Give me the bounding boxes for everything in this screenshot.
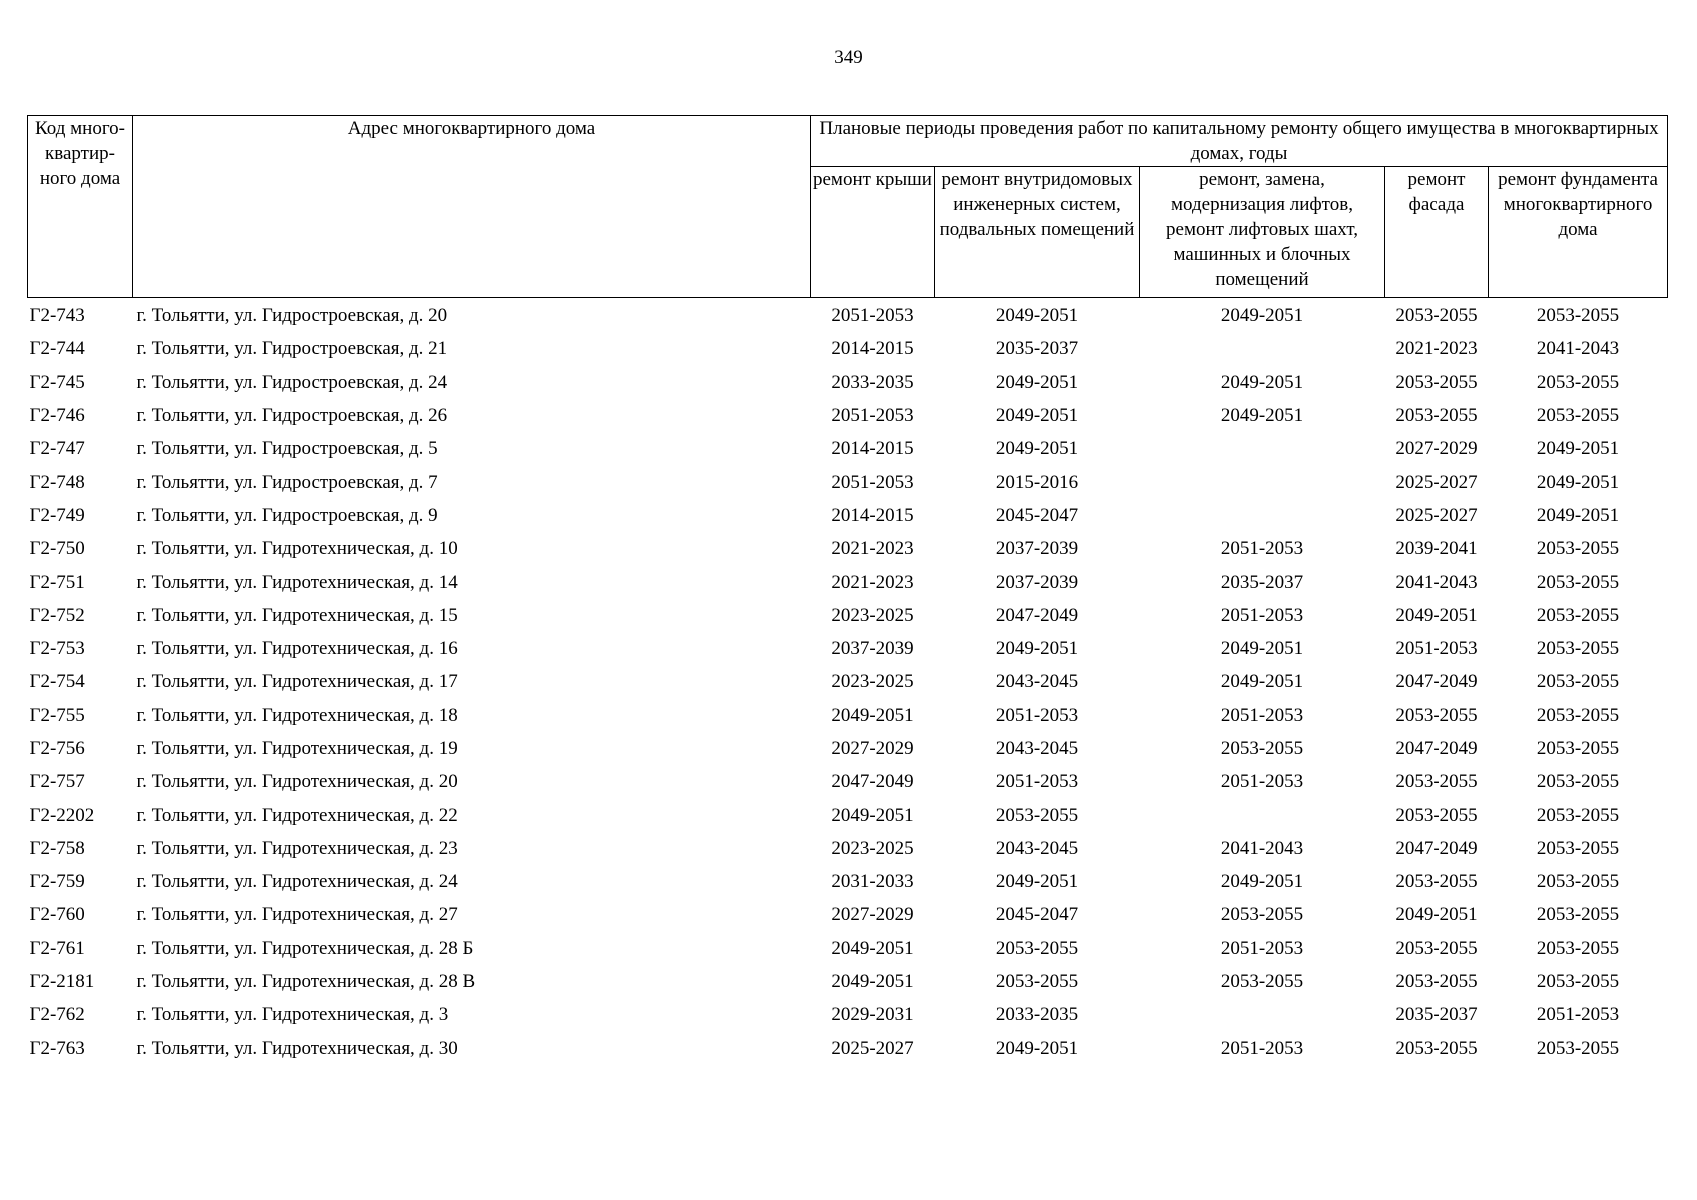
cell-foundation: 2053-2055 <box>1536 371 1620 393</box>
cell-address: г. Тольятти, ул. Гидротехническая, д. 28 В <box>136 971 476 993</box>
cell-systems: 2049-2051 <box>995 1037 1079 1059</box>
cell-facade: 2053-2055 <box>1395 871 1478 893</box>
cell-lifts: 2049-2051 <box>1220 305 1304 327</box>
cell-roof: 2049-2051 <box>831 971 914 993</box>
cell-systems: 2049-2051 <box>995 638 1079 660</box>
cell-lifts: 2049-2051 <box>1220 671 1304 693</box>
cell-facade: 2053-2055 <box>1395 771 1478 793</box>
table-row <box>28 965 1668 998</box>
header-foundation: ремонт фундамента многоквартирного дома <box>1489 167 1668 298</box>
cell-facade: 2049-2051 <box>1395 904 1478 926</box>
cell-lifts: 2053-2055 <box>1220 738 1304 759</box>
cell-systems: 2037-2039 <box>995 571 1079 593</box>
cell-systems: 2051-2053 <box>995 771 1079 793</box>
cell-lifts: 2051-2053 <box>1220 604 1304 626</box>
cell-systems: 2053-2055 <box>995 971 1079 993</box>
cell-roof: 2049-2051 <box>831 704 914 726</box>
cell-facade: 2041-2043 <box>1395 571 1478 593</box>
cell-code: Г2-2202 <box>29 804 95 826</box>
cell-systems: 2049-2051 <box>995 371 1079 393</box>
cell-facade: 2053-2055 <box>1395 305 1478 327</box>
header-systems: ремонт внутридомовых инженерных систем, подвальных помещений <box>935 167 1140 298</box>
cell-address: г. Тольятти, ул. Гидростроевская, д. 26 <box>136 405 448 427</box>
cell-code: Г2-745 <box>29 371 85 393</box>
cell-lifts: 2051-2053 <box>1220 538 1304 560</box>
cell-roof: 2021-2023 <box>831 571 914 593</box>
cell-code: Г2-743 <box>29 305 85 327</box>
cell-facade: 2053-2055 <box>1395 971 1478 993</box>
cell-address: г. Тольятти, ул. Гидротехническая, д. 14 <box>136 571 458 593</box>
cell-lifts: 2049-2051 <box>1220 371 1304 393</box>
cell-foundation: 2053-2055 <box>1536 871 1620 893</box>
cell-facade: 2051-2053 <box>1395 638 1478 660</box>
cell-systems: 2035-2037 <box>995 338 1079 360</box>
cell-systems: 2049-2051 <box>995 405 1079 427</box>
cell-lifts: 2041-2043 <box>1220 837 1304 859</box>
cell-code: Г2-752 <box>29 604 85 626</box>
cell-systems: 2049-2051 <box>995 871 1079 893</box>
cell-address: г. Тольятти, ул. Гидротехническая, д. 27 <box>136 904 458 926</box>
cell-foundation: 2051-2053 <box>1536 1004 1620 1026</box>
cell-code: Г2-758 <box>29 837 85 859</box>
cell-address: г. Тольятти, ул. Гидротехническая, д. 19 <box>136 738 458 759</box>
cell-systems: 2015-2016 <box>995 471 1079 493</box>
header-roof: ремонт крыши <box>811 167 935 298</box>
cell-address: г. Тольятти, ул. Гидротехническая, д. 23 <box>136 837 458 859</box>
cell-code: Г2-754 <box>29 671 85 693</box>
table-row <box>28 1032 1668 1065</box>
cell-roof: 2025-2027 <box>831 1037 914 1059</box>
cell-foundation: 2053-2055 <box>1536 937 1620 959</box>
cell-facade: 2021-2023 <box>1395 338 1478 360</box>
cell-roof: 2029-2031 <box>831 1004 914 1026</box>
cell-roof: 2049-2051 <box>831 937 914 959</box>
cell-roof: 2014-2015 <box>831 338 914 360</box>
cell-address: г. Тольятти, ул. Гидростроевская, д. 5 <box>136 438 438 460</box>
cell-foundation: 2053-2055 <box>1536 904 1620 926</box>
cell-lifts <box>1140 332 1385 365</box>
cell-roof: 2033-2035 <box>831 371 914 393</box>
header-facade: ремонт фасада <box>1385 167 1489 298</box>
cell-address: г. Тольятти, ул. Гидростроевская, д. 20 <box>136 305 448 327</box>
cell-lifts: 2049-2051 <box>1220 871 1304 893</box>
table-row <box>28 998 1668 1031</box>
cell-systems: 2033-2035 <box>995 1004 1079 1026</box>
cell-roof: 2047-2049 <box>831 771 914 793</box>
cell-facade: 2039-2041 <box>1395 538 1478 560</box>
cell-roof: 2031-2033 <box>831 871 914 893</box>
cell-foundation: 2053-2055 <box>1536 405 1620 427</box>
cell-address: г. Тольятти, ул. Гидротехническая, д. 3 <box>136 1004 449 1026</box>
cell-facade: 2025-2027 <box>1395 471 1478 493</box>
table-row <box>28 865 1668 898</box>
cell-systems: 2051-2053 <box>995 704 1079 726</box>
cell-lifts: 2035-2037 <box>1220 571 1304 593</box>
cell-lifts: 2049-2051 <box>1220 638 1304 660</box>
header-lifts: ремонт, замена, модернизация лифтов, ремонт лифтовых шахт, машинных и блочных помещений <box>1140 167 1385 298</box>
cell-address: г. Тольятти, ул. Гидротехническая, д. 16 <box>136 638 458 660</box>
cell-roof: 2051-2053 <box>831 305 914 327</box>
cell-address: г. Тольятти, ул. Гидротехническая, д. 18 <box>136 704 458 726</box>
cell-facade: 2049-2051 <box>1395 604 1478 626</box>
cell-address: г. Тольятти, ул. Гидротехническая, д. 30 <box>136 1037 458 1059</box>
cell-facade: 2053-2055 <box>1395 937 1478 959</box>
header-periods: Плановые периоды проведения работ по капитальному ремонту общего имущества в многоквартирных домах, годы <box>811 116 1668 167</box>
cell-lifts <box>1140 499 1385 532</box>
cell-roof: 2051-2053 <box>831 471 914 493</box>
repair-schedule-table <box>27 115 1668 1065</box>
cell-code: Г2-2181 <box>29 971 95 993</box>
cell-foundation: 2041-2043 <box>1536 338 1620 360</box>
cell-lifts: 2051-2053 <box>1220 771 1304 793</box>
table-row <box>28 732 1668 765</box>
cell-systems: 2037-2039 <box>995 538 1079 560</box>
table-row <box>28 399 1668 432</box>
cell-address: г. Тольятти, ул. Гидротехническая, д. 20 <box>136 771 458 793</box>
table-row <box>28 632 1668 665</box>
cell-foundation: 2053-2055 <box>1536 305 1620 327</box>
table-row <box>28 599 1668 632</box>
cell-systems: 2049-2051 <box>995 438 1079 460</box>
cell-code: Г2-762 <box>29 1004 85 1026</box>
cell-roof: 2023-2025 <box>831 837 914 859</box>
cell-facade: 2047-2049 <box>1395 837 1478 859</box>
cell-facade: 2053-2055 <box>1395 1037 1478 1059</box>
cell-code: Г2-757 <box>29 771 85 793</box>
table-row <box>28 565 1668 598</box>
header-code: Код много-квартир-ного дома <box>28 116 133 298</box>
cell-code: Г2-763 <box>29 1037 85 1059</box>
cell-foundation: 2053-2055 <box>1536 604 1620 626</box>
table-row <box>28 765 1668 798</box>
cell-lifts <box>1140 465 1385 498</box>
cell-code: Г2-753 <box>29 638 85 660</box>
cell-foundation: 2053-2055 <box>1536 771 1620 793</box>
cell-code: Г2-756 <box>29 738 85 759</box>
table-row <box>28 332 1668 365</box>
cell-lifts: 2053-2055 <box>1220 971 1304 993</box>
cell-foundation: 2053-2055 <box>1536 738 1620 759</box>
table-row <box>28 898 1668 931</box>
cell-roof: 2021-2023 <box>831 538 914 560</box>
cell-lifts: 2051-2053 <box>1220 704 1304 726</box>
cell-code: Г2-744 <box>29 338 85 360</box>
table-row <box>28 432 1668 465</box>
cell-address: г. Тольятти, ул. Гидростроевская, д. 7 <box>136 471 438 493</box>
cell-foundation: 2049-2051 <box>1536 438 1620 460</box>
cell-roof: 2023-2025 <box>831 671 914 693</box>
cell-foundation: 2053-2055 <box>1536 1037 1620 1059</box>
cell-lifts: 2051-2053 <box>1220 937 1304 959</box>
cell-code: Г2-760 <box>29 904 85 926</box>
cell-address: г. Тольятти, ул. Гидротехническая, д. 24 <box>136 871 458 893</box>
cell-foundation: 2053-2055 <box>1536 804 1620 826</box>
table-row <box>28 465 1668 498</box>
table-row <box>28 532 1668 565</box>
cell-lifts <box>1140 432 1385 465</box>
cell-roof: 2027-2029 <box>831 738 914 759</box>
cell-foundation: 2053-2055 <box>1536 837 1620 859</box>
cell-foundation: 2053-2055 <box>1536 704 1620 726</box>
header-address: Адрес многоквартирного дома <box>133 116 811 298</box>
cell-foundation: 2053-2055 <box>1536 638 1620 660</box>
cell-systems: 2053-2055 <box>995 804 1079 826</box>
cell-code: Г2-748 <box>29 471 85 493</box>
cell-systems: 2043-2045 <box>995 837 1079 859</box>
cell-foundation: 2049-2051 <box>1536 471 1620 493</box>
cell-foundation: 2053-2055 <box>1536 671 1620 693</box>
cell-facade: 2027-2029 <box>1395 438 1478 460</box>
cell-systems: 2043-2045 <box>995 671 1079 693</box>
cell-roof: 2037-2039 <box>831 638 914 660</box>
cell-code: Г2-750 <box>29 538 85 560</box>
cell-lifts: 2051-2053 <box>1220 1037 1304 1059</box>
cell-systems: 2043-2045 <box>995 738 1079 759</box>
cell-roof: 2027-2029 <box>831 904 914 926</box>
table-row <box>28 932 1668 965</box>
cell-facade: 2053-2055 <box>1395 371 1478 393</box>
cell-foundation: 2053-2055 <box>1536 971 1620 993</box>
cell-facade: 2053-2055 <box>1395 405 1478 427</box>
table-row <box>28 665 1668 698</box>
cell-roof: 2051-2053 <box>831 405 914 427</box>
cell-systems: 2049-2051 <box>995 305 1079 327</box>
cell-address: г. Тольятти, ул. Гидростроевская, д. 21 <box>136 338 448 360</box>
table-row <box>28 366 1668 399</box>
cell-address: г. Тольятти, ул. Гидростроевская, д. 24 <box>136 371 448 393</box>
cell-lifts: 2053-2055 <box>1220 904 1304 926</box>
cell-address: г. Тольятти, ул. Гидротехническая, д. 28 Б <box>136 937 474 959</box>
cell-address: г. Тольятти, ул. Гидротехническая, д. 17 <box>136 671 458 693</box>
cell-systems: 2045-2047 <box>995 504 1079 526</box>
table-row <box>28 298 1668 333</box>
cell-roof: 2014-2015 <box>831 504 914 526</box>
table-row <box>28 499 1668 532</box>
cell-foundation: 2053-2055 <box>1536 571 1620 593</box>
cell-address: г. Тольятти, ул. Гидростроевская, д. 9 <box>136 504 438 526</box>
cell-code: Г2-755 <box>29 704 85 726</box>
table-row <box>28 798 1668 831</box>
table-row <box>28 699 1668 732</box>
cell-code: Г2-747 <box>29 438 85 460</box>
cell-facade: 2035-2037 <box>1395 1004 1478 1026</box>
cell-foundation: 2049-2051 <box>1536 504 1620 526</box>
cell-code: Г2-746 <box>29 405 85 427</box>
table-row <box>28 832 1668 865</box>
cell-lifts: 2049-2051 <box>1220 405 1304 427</box>
cell-facade: 2053-2055 <box>1395 804 1478 826</box>
cell-lifts <box>1140 998 1385 1031</box>
cell-systems: 2053-2055 <box>995 937 1079 959</box>
cell-code: Г2-749 <box>29 504 85 526</box>
table-body <box>28 298 1668 1065</box>
cell-roof: 2023-2025 <box>831 604 914 626</box>
cell-systems: 2047-2049 <box>995 604 1079 626</box>
page-number: 349 <box>834 47 863 68</box>
cell-code: Г2-751 <box>29 571 85 593</box>
cell-facade: 2025-2027 <box>1395 504 1478 526</box>
cell-lifts <box>1140 798 1385 831</box>
cell-facade: 2047-2049 <box>1395 738 1478 759</box>
cell-roof: 2014-2015 <box>831 438 914 460</box>
cell-code: Г2-759 <box>29 871 85 893</box>
cell-code: Г2-761 <box>29 937 85 959</box>
cell-foundation: 2053-2055 <box>1536 538 1620 560</box>
cell-address: г. Тольятти, ул. Гидротехническая, д. 22 <box>136 804 458 826</box>
cell-roof: 2049-2051 <box>831 804 914 826</box>
cell-address: г. Тольятти, ул. Гидротехническая, д. 10 <box>136 538 458 560</box>
cell-systems: 2045-2047 <box>995 904 1079 926</box>
cell-facade: 2047-2049 <box>1395 671 1478 693</box>
cell-facade: 2053-2055 <box>1395 704 1478 726</box>
table-header <box>28 116 1668 298</box>
cell-address: г. Тольятти, ул. Гидротехническая, д. 15 <box>136 604 458 626</box>
